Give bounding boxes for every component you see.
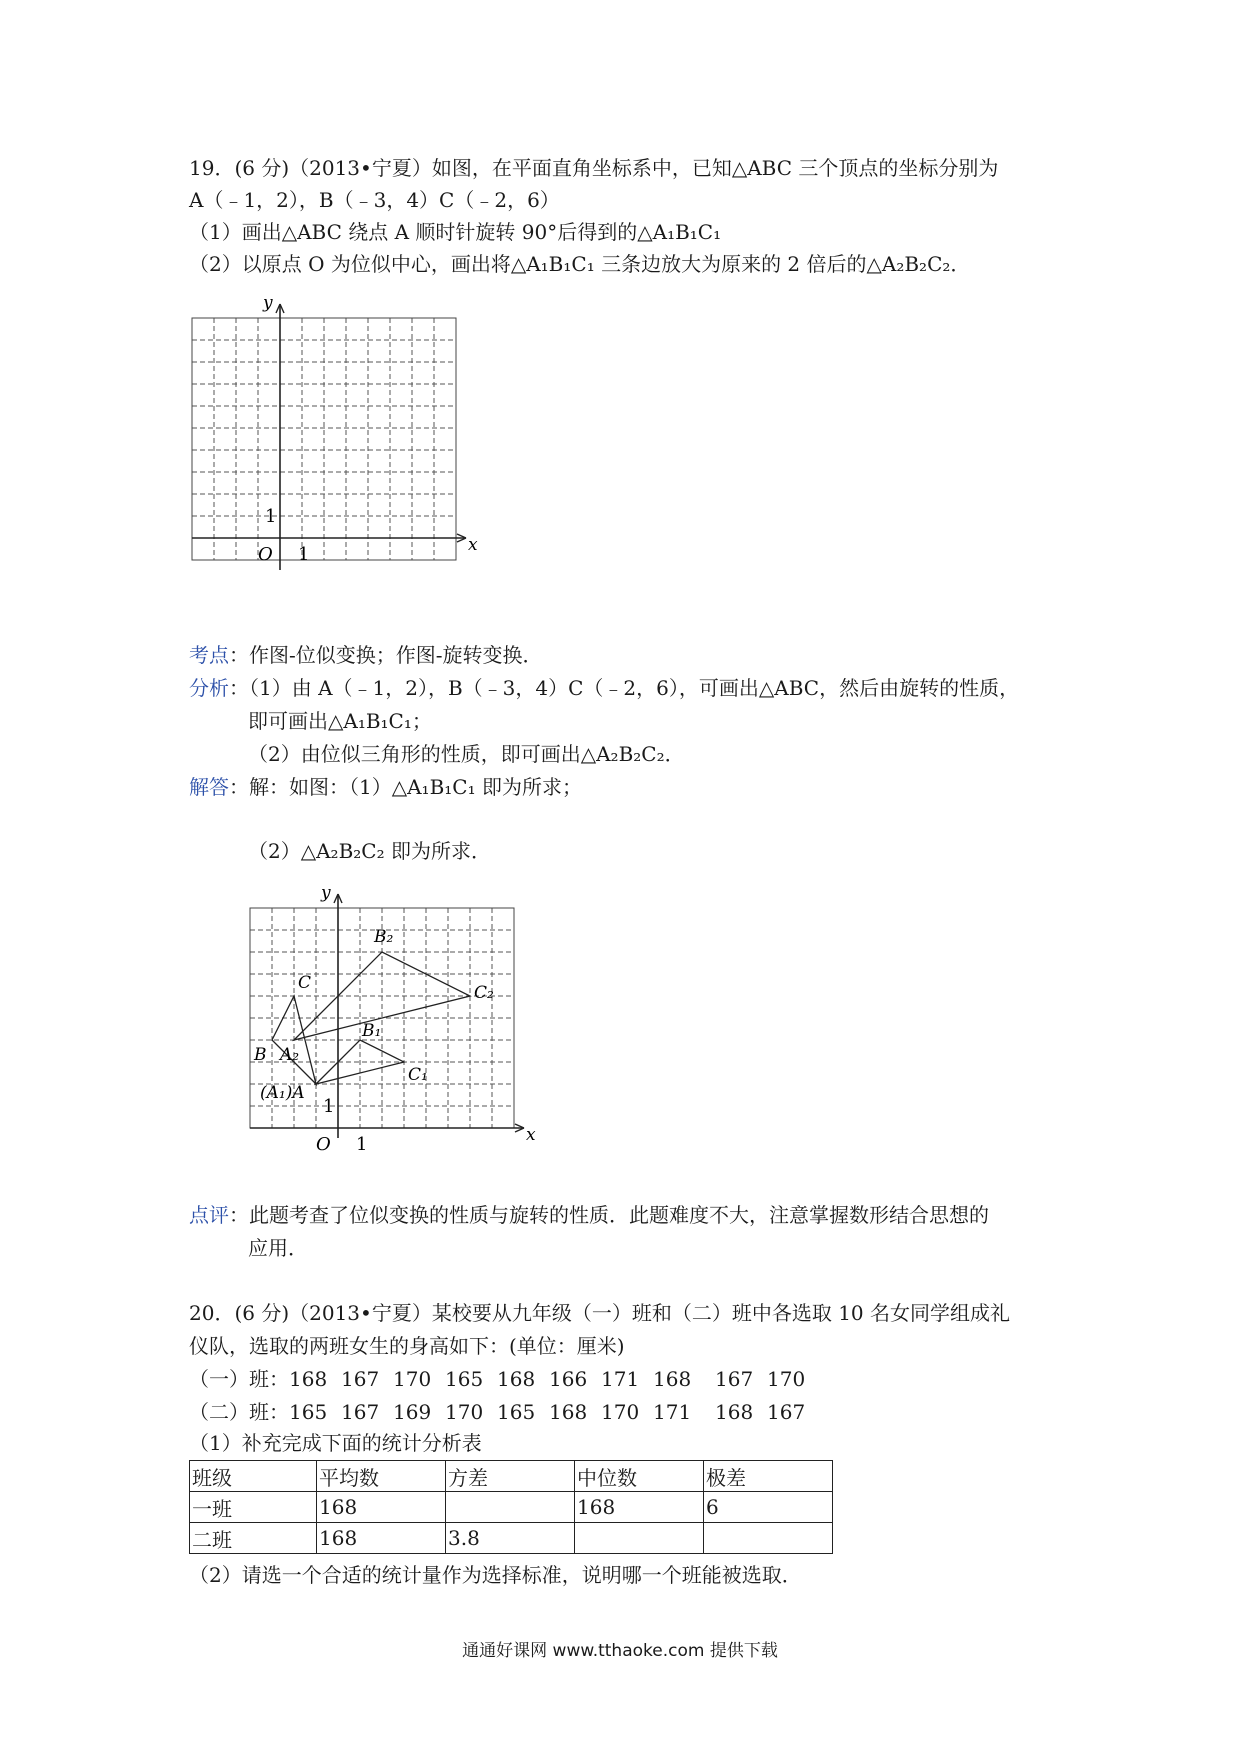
point-label-c1: C₁ <box>408 1065 428 1085</box>
height-value: 165 <box>289 1400 328 1424</box>
dianping-line <box>189 1200 989 1230</box>
height-value: 167 <box>715 1367 754 1391</box>
q20-line1: 20．(6 分)（2013•宁夏）某校要从九年级（一）班和（二）班中各选取 10 名女同学组成礼 <box>189 1301 1010 1325</box>
origin-label: O <box>316 1134 331 1155</box>
class2-label: （二）班： <box>189 1400 289 1424</box>
dianping-text2: 应用． <box>248 1236 308 1260</box>
table-row <box>190 1492 833 1523</box>
class1-label: （一）班： <box>189 1367 289 1391</box>
height-value: 171 <box>653 1400 692 1424</box>
table-cell: 一班 <box>190 1492 317 1523</box>
q19-part2: （2）以原点 O 为位似中心，画出将△A₁B₁C₁ 三条边放大为原来的 2 倍后的△A₂B₂C₂． <box>189 252 971 276</box>
class1-heights <box>189 1364 819 1394</box>
height-value: 170 <box>393 1367 432 1391</box>
point-label-b1: B₁ <box>362 1021 382 1041</box>
height-value: 166 <box>549 1367 588 1391</box>
height-value: 165 <box>497 1400 536 1424</box>
class2-values <box>289 1400 819 1424</box>
height-value: 167 <box>767 1400 806 1424</box>
height-value: 170 <box>601 1400 640 1424</box>
table-cell <box>575 1523 704 1554</box>
jieda-text2: （2）△A₂B₂C₂ 即为所求． <box>248 839 491 863</box>
dianping-text1: ：此题考查了位似变换的性质与旋转的性质．此题难度不大，注意掌握数形结合思想的 <box>229 1203 989 1227</box>
y-axis-label: y <box>321 883 331 903</box>
footer-credit: 通通好课网 www.tthaoke.com 提供下载 <box>462 1641 778 1661</box>
kaodian-line <box>189 640 543 670</box>
table-row <box>190 1523 833 1554</box>
y-unit-label: 1 <box>323 1096 335 1117</box>
height-value: 167 <box>341 1367 380 1391</box>
table-cell: 6 <box>704 1492 833 1523</box>
table-header: 极差 <box>704 1461 833 1492</box>
y-unit-label: 1 <box>265 506 277 527</box>
q20-part2: （2）请选一个合适的统计量作为选择标准，说明哪一个班能被选取． <box>189 1563 802 1587</box>
table-cell: 168 <box>317 1523 446 1554</box>
fenxi-line <box>189 673 1019 703</box>
x-axis-label: x <box>468 535 478 555</box>
height-value: 171 <box>601 1367 640 1391</box>
class2-heights <box>189 1397 819 1427</box>
kaodian-label: 考点 <box>189 643 229 667</box>
height-value: 168 <box>497 1367 536 1391</box>
point-label-a2: A₂ <box>280 1045 300 1065</box>
table-header: 方差 <box>446 1461 575 1492</box>
class1-values <box>289 1367 819 1391</box>
height-value: 168 <box>289 1367 328 1391</box>
height-value: 170 <box>767 1367 806 1391</box>
jieda-text: ：解：如图：（1）△A₁B₁C₁ 即为所求； <box>229 775 582 799</box>
q20-line2: 仪队，选取的两班女生的身高如下：(单位：厘米) <box>189 1334 625 1358</box>
table-cell: 168 <box>317 1492 446 1523</box>
blank-coordinate-grid <box>180 290 500 600</box>
fenxi-text1: ：（1）由 A（﹣1，2），B（﹣3，4）C（﹣2，6），可画出△ABC，然后由旋转的性质， <box>229 676 1020 700</box>
y-axis-label: y <box>263 293 273 313</box>
table-cell: 二班 <box>190 1523 317 1554</box>
table-header: 平均数 <box>317 1461 446 1492</box>
q19-line1: 19．(6 分)（2013•宁夏）如图，在平面直角坐标系中，已知△ABC 三个顶点的坐标分别为 <box>189 156 999 180</box>
x-unit-label: 1 <box>298 544 310 565</box>
origin-label: O <box>258 544 273 565</box>
height-value: 170 <box>445 1400 484 1424</box>
table-header: 班级 <box>190 1461 317 1492</box>
height-value: 169 <box>393 1400 432 1424</box>
table-cell: 168 <box>575 1492 704 1523</box>
q20-part1: （1）补充完成下面的统计分析表 <box>189 1431 482 1455</box>
height-value: 168 <box>715 1400 754 1424</box>
solution-figure <box>240 878 570 1188</box>
table-cell: 3.8 <box>446 1523 575 1554</box>
jieda-label: 解答 <box>189 775 229 799</box>
jieda-line <box>189 772 582 802</box>
height-value: 165 <box>445 1367 484 1391</box>
height-value: 168 <box>653 1367 692 1391</box>
stats-table <box>189 1460 833 1554</box>
table-header-row <box>190 1461 833 1492</box>
table-header: 中位数 <box>575 1461 704 1492</box>
fenxi-label: 分析 <box>189 676 229 700</box>
height-value: 168 <box>549 1400 588 1424</box>
fenxi-text3: （2）由位似三角形的性质，即可画出△A₂B₂C₂． <box>248 742 685 766</box>
kaodian-text: ：作图-位似变换；作图-旋转变换． <box>229 643 543 667</box>
point-label-b2: B₂ <box>374 927 394 947</box>
x-axis-label: x <box>526 1125 536 1145</box>
point-label-b: B <box>254 1045 267 1065</box>
point-label-a: (A₁)A <box>260 1083 305 1103</box>
height-value: 167 <box>341 1400 380 1424</box>
point-label-c: C <box>298 973 312 993</box>
fenxi-text2: 即可画出△A₁B₁C₁； <box>248 709 432 733</box>
q19-part1: （1）画出△ABC 绕点 A 顺时针旋转 90°后得到的△A₁B₁C₁ <box>189 220 722 244</box>
table-cell <box>704 1523 833 1554</box>
point-label-c2: C₂ <box>474 983 494 1003</box>
table-cell <box>446 1492 575 1523</box>
dianping-label: 点评 <box>189 1203 229 1227</box>
q19-line2: A（﹣1，2），B（﹣3，4）C（﹣2，6） <box>189 188 560 212</box>
x-unit-label: 1 <box>356 1134 368 1155</box>
